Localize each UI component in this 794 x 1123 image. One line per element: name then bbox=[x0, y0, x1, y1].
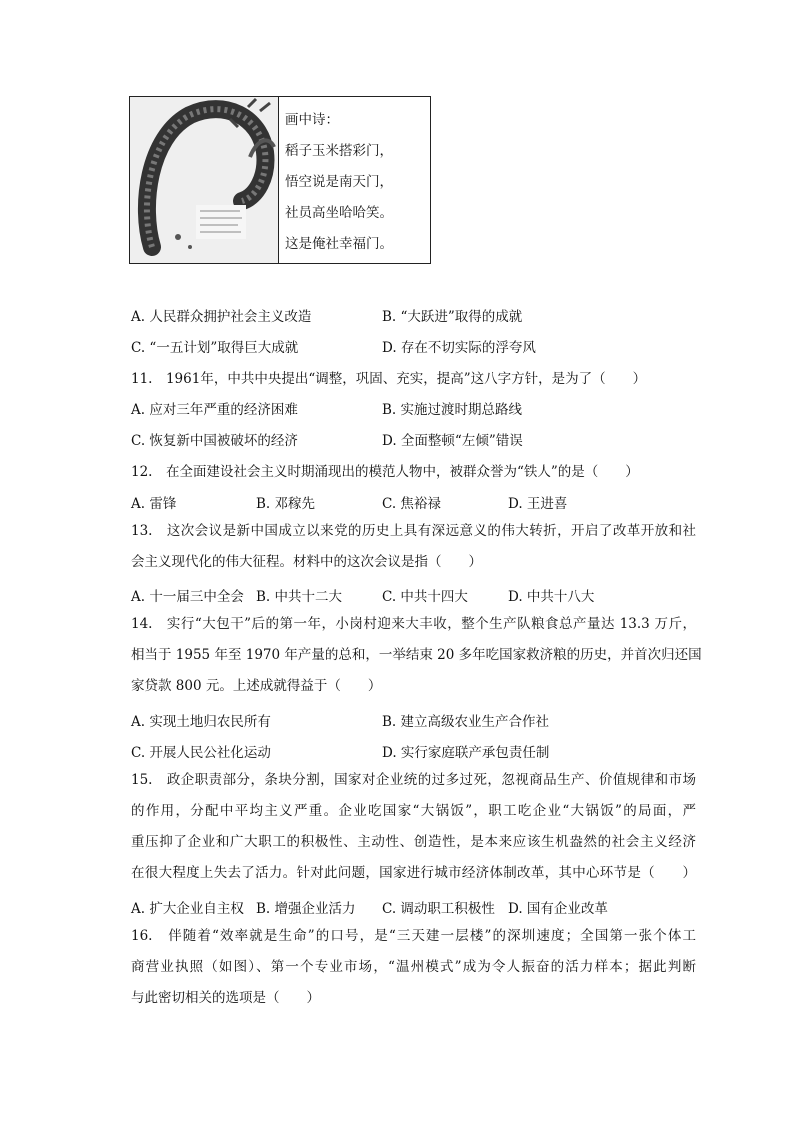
poem-line: 这是俺社幸福门。 bbox=[285, 236, 393, 252]
q15-option-a[interactable]: A. 扩大企业自主权 bbox=[131, 901, 244, 917]
q15-option-c[interactable]: C. 调动职工积极性 bbox=[382, 901, 495, 917]
q13-option-d[interactable]: D. 中共十八大 bbox=[508, 589, 595, 605]
q15-option-d[interactable]: D. 国有企业改革 bbox=[508, 901, 608, 917]
q13-stem-line: 会主义现代化的伟大征程。材料中的这次会议是指（ ） bbox=[131, 554, 482, 570]
q15-stem-line: 重压抑了企业和广大职工的积极性、主动性、创造性，是本来应该生机盎然的社会主义经济 bbox=[131, 834, 696, 850]
q10-option-d[interactable]: D. 存在不切实际的浮夸风 bbox=[382, 340, 536, 356]
poem-title: 画中诗： bbox=[285, 112, 339, 128]
q11-option-b[interactable]: B. 实施过渡时期总路线 bbox=[382, 402, 523, 418]
q16-stem bbox=[131, 921, 696, 1014]
q15-stem-line: 的作用，分配中平均主义严重。企业吃国家“大锅饭”，职工吃企业“大锅饭”的局面，严 bbox=[131, 803, 696, 819]
q13-stem-line: 13. 这次会议是新中国成立以来党的历史上具有深远意义的伟大转折，开启了改革开放和社 bbox=[131, 523, 696, 539]
q12-option-c[interactable]: C. 焦裕禄 bbox=[382, 496, 441, 512]
q14-stem bbox=[131, 609, 702, 702]
poem-line: 悟空说是南天门， bbox=[285, 174, 393, 190]
q15-option-b[interactable]: B. 增强企业活力 bbox=[256, 901, 356, 917]
q13-option-c[interactable]: C. 中共十四大 bbox=[382, 589, 468, 605]
q14-stem-line: 相当于 1955 年至 1970 年产量的总和，一举结束 20 多年吃国家救济粮的历史，并首次归还国 bbox=[131, 647, 702, 663]
q10-option-b[interactable]: B. “大跃进”取得的成就 bbox=[382, 309, 523, 325]
q13-option-b[interactable]: B. 中共十二大 bbox=[256, 589, 343, 605]
q13-stem bbox=[131, 516, 696, 578]
q12-option-d[interactable]: D. 王进喜 bbox=[508, 496, 568, 512]
poem-line: 社员高坐哈哈笑。 bbox=[285, 205, 393, 221]
q12-option-a[interactable]: A. 雷锋 bbox=[131, 496, 177, 512]
q15-stem-line: 15. 政企职责部分，条块分割，国家对企业统的过多过死，忽视商品生产、价值规律和市场 bbox=[131, 772, 696, 788]
q11-option-c[interactable]: C. 恢复新中国被破坏的经济 bbox=[131, 433, 298, 449]
q11-option-d[interactable]: D. 全面整顿“左倾”错误 bbox=[382, 433, 523, 449]
q14-stem-line: 14. 实行“大包干”后的第一年，小岗村迎来大丰收，整个生产队粮食总产量达 13.3 万斤， bbox=[131, 616, 696, 632]
q15-stem bbox=[131, 765, 696, 889]
q16-stem-line: 与此密切相关的选项是（ ） bbox=[131, 990, 320, 1006]
q15-stem-line: 在很大程度上失去了活力。针对此问题，国家进行城市经济体制改革，其中心环节是（ ） bbox=[131, 865, 696, 881]
poem-block bbox=[279, 97, 393, 263]
harvest-arch-illustration bbox=[130, 97, 279, 263]
arch-drawing-icon bbox=[130, 97, 279, 263]
q10-option-c[interactable]: C. “一五计划”取得巨大成就 bbox=[131, 340, 299, 356]
q14-stem-line: 家贷款 800 元。上述成就得益于（ ） bbox=[131, 678, 382, 694]
q16-stem-line: 商营业执照（如图）、第一个专业市场，“温州模式”成为令人振奋的活力样本；据此判断 bbox=[131, 959, 696, 975]
q12-stem: 12. 在全面建设社会主义时期涌现出的模范人物中，被群众誉为“铁人”的是（ ） bbox=[131, 464, 639, 480]
q11-option-a[interactable]: A. 应对三年严重的经济困难 bbox=[131, 402, 298, 418]
poem-line: 稻子玉米搭彩门， bbox=[285, 143, 393, 159]
q11-stem: 11. 1961年，中共中央提出“调整，巩固、充实，提高”这八字方针，是为了（ ） bbox=[131, 371, 647, 387]
q10-option-a[interactable]: A. 人民群众拥护社会主义改造 bbox=[131, 309, 312, 325]
q14-option-a[interactable]: A. 实现土地归农民所有 bbox=[131, 714, 271, 730]
q16-stem-line: 16. 伴随着“效率就是生命”的口号，是“三天建一层楼”的深圳速度；全国第一张个体工 bbox=[131, 928, 696, 944]
q12-option-b[interactable]: B. 邓稼先 bbox=[256, 496, 316, 512]
q14-option-b[interactable]: B. 建立高级农业生产合作社 bbox=[382, 714, 550, 730]
figure-box bbox=[129, 96, 431, 264]
q13-option-a[interactable]: A. 十一届三中全会 bbox=[131, 589, 244, 605]
q14-option-d[interactable]: D. 实行家庭联产承包责任制 bbox=[382, 745, 550, 761]
q14-option-c[interactable]: C. 开展人民公社化运动 bbox=[131, 745, 271, 761]
